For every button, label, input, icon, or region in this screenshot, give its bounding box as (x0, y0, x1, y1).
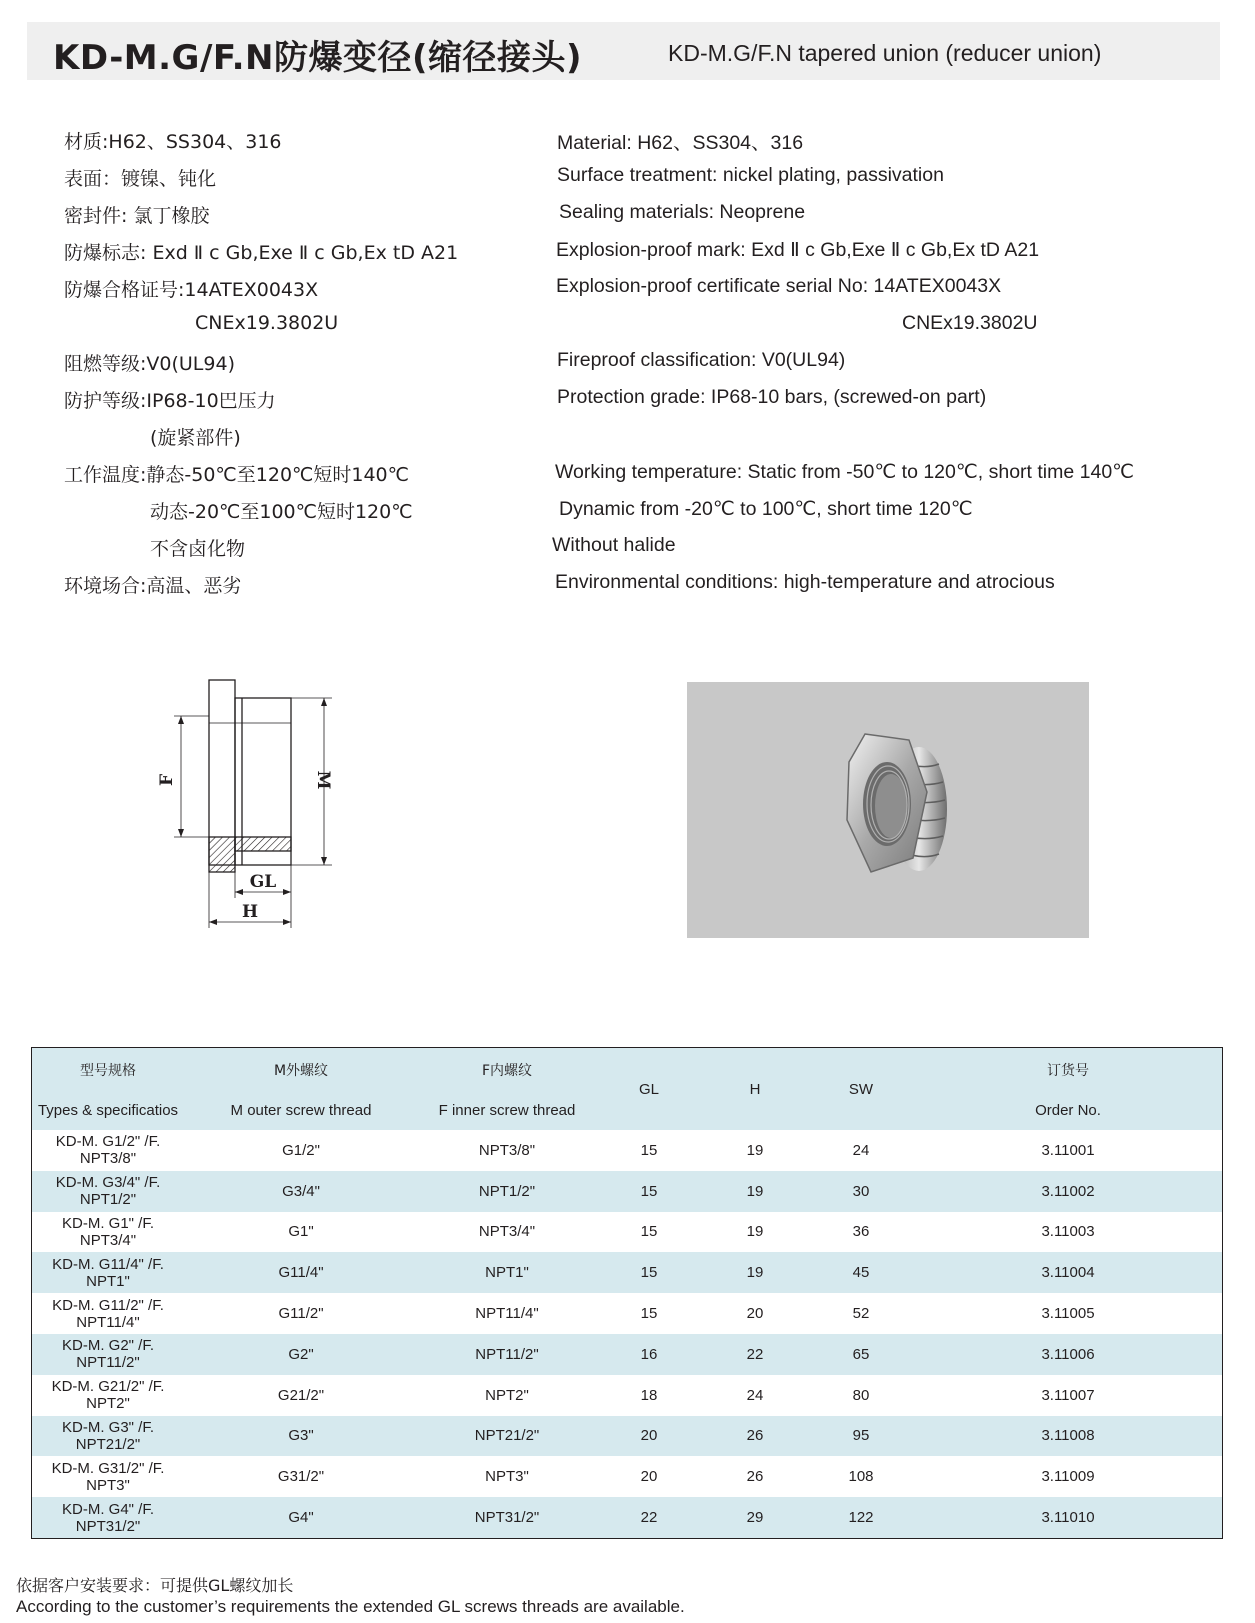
table-cell: 24 (852, 1141, 870, 1159)
table-cell: NPT3/8" (478, 1141, 536, 1159)
spec-fireproof-cn: 阻燃等级:V0(UL94) (64, 353, 235, 375)
page-subtitle: KD-M.G/F.N tapered union (reducer union) (668, 40, 1102, 66)
table-row (32, 1416, 1223, 1457)
table-cell: 15 (640, 1141, 658, 1159)
table-cell: 3.11003 (1041, 1223, 1095, 1241)
table-row (32, 1293, 1223, 1334)
drawing-label-gl: GL (249, 872, 277, 892)
spec-cert2-cn: CNEx19.3802U (195, 312, 339, 334)
drawing-label-h: H (241, 902, 259, 922)
table-cell: 3.11004 (914, 1252, 1223, 1293)
table-cell: NPT11/4" (475, 1305, 539, 1323)
col-f-thread: F内螺纹 F inner screw thread (418, 1048, 596, 1131)
table-cell: 108 (848, 1468, 874, 1486)
table-cell: 15 (640, 1305, 658, 1323)
table-cell: G3/4" (184, 1171, 418, 1212)
table-cell: G21/2" (277, 1386, 325, 1404)
table-cell: G2" (184, 1334, 418, 1375)
table-cell: G1" (288, 1223, 314, 1241)
table-cell: 22 (596, 1497, 702, 1538)
table-cell: 19 (746, 1223, 764, 1241)
table-cell: 36 (852, 1223, 870, 1241)
table-cell: 3.11006 (914, 1334, 1223, 1375)
table-cell: 19 (702, 1252, 808, 1293)
table-cell: NPT1" (418, 1252, 596, 1293)
col-type: 型号规格 Types & specificatios (32, 1048, 185, 1131)
table-cell: 26 (746, 1468, 764, 1486)
table-cell: KD-M. G2" /F. NPT11/2" (32, 1334, 185, 1375)
table-cell: 19 (746, 1141, 764, 1159)
table-cell: KD-M. G4" /F. NPT31/2" (32, 1497, 185, 1538)
table-cell: 3.11007 (1041, 1386, 1095, 1404)
technical-drawing (157, 680, 350, 940)
drawing-hatch-body (235, 837, 291, 851)
table-cell: 18 (640, 1386, 658, 1404)
table-cell: 3.11005 (1041, 1305, 1095, 1323)
table-cell: 19 (702, 1171, 808, 1212)
page-title: KD-M.G/F.N防爆变径(缩径接头) (53, 38, 583, 78)
spec-sealing-cn: 密封件: 氯丁橡胶 (64, 205, 210, 227)
spec-mark-en: Explosion-proof mark: Exd Ⅱ c Gb,Exe Ⅱ c Gb,Ex tD A21 (556, 239, 1040, 261)
table-cell: KD-M. G31/2" /F. NPT3" (51, 1459, 165, 1494)
spec-temp-en: Working temperature: Static from -50℃ to 120℃, short time 140℃ (555, 461, 1135, 483)
table-row (32, 1375, 1223, 1416)
table-row (32, 1130, 1223, 1171)
table-cell: G31/2" (277, 1468, 325, 1486)
spec-halide-en: Without halide (552, 534, 676, 556)
table-cell: KD-M. G11/2" /F. NPT11/4" (52, 1296, 164, 1331)
title-bar (27, 22, 1220, 80)
table-row (32, 1212, 1223, 1253)
table-cell: 3.11009 (1041, 1468, 1095, 1486)
table-cell: KD-M. G1" /F. NPT3/4" (62, 1214, 154, 1249)
table-row (32, 1497, 1223, 1538)
spec-mark-cn: 防爆标志: Exd Ⅱ c Gb,Exe Ⅱ c Gb,Ex tD A21 (64, 242, 459, 264)
table-cell: G4" (184, 1497, 418, 1538)
table-cell: 45 (808, 1252, 914, 1293)
table-row (32, 1252, 1223, 1293)
col-order: 订货号 Order No. (914, 1048, 1223, 1131)
table-cell: KD-M. G21/2" /F. NPT2" (51, 1378, 165, 1413)
col-h: H (702, 1048, 808, 1131)
spec-env-en: Environmental conditions: high-temperature and atrocious (555, 571, 1055, 593)
table-cell: 15 (596, 1252, 702, 1293)
spec-surface-cn: 表面：镀镍、钝化 (64, 168, 217, 190)
col-gl: GL (596, 1048, 702, 1131)
spec-cert-cn: 防爆合格证号:14ATEX0043X (64, 279, 319, 301)
table-cell: 30 (808, 1171, 914, 1212)
table-cell: 65 (808, 1334, 914, 1375)
spec-protection2-cn: (旋紧部件) (150, 427, 241, 449)
spec-halide-cn: 不含卤化物 (150, 538, 246, 560)
table-cell: G1/2" (282, 1141, 320, 1159)
spec-material-en: Material: H62、SS304、316 (557, 132, 804, 154)
spec-material-cn: 材质:H62、SS304、316 (64, 131, 282, 153)
table-header-row (32, 1048, 1223, 1131)
table-cell: 20 (640, 1468, 658, 1486)
spec-cert-en: Explosion-proof certificate serial No: 14ATEX0043X (556, 275, 1002, 297)
table-cell: NPT3/4" (478, 1223, 536, 1241)
drawing-hatch-flange (209, 837, 235, 872)
table-cell: NPT11/2" (418, 1334, 596, 1375)
table-body (32, 1130, 1223, 1538)
table-cell: 15 (640, 1223, 658, 1241)
spec-surface-en: Surface treatment: nickel plating, passivation (557, 164, 944, 186)
table-cell: 26 (702, 1416, 808, 1457)
table-cell: 3.11002 (914, 1171, 1223, 1212)
col-sw: SW (808, 1048, 914, 1131)
table-row (32, 1171, 1223, 1212)
table-cell: 3.11010 (914, 1497, 1223, 1538)
table-cell: 22 (702, 1334, 808, 1375)
drawing-label-f: F (157, 773, 177, 787)
table-cell: 20 (596, 1416, 702, 1457)
spec-temp2-en: Dynamic from -20℃ to 100℃, short time 120℃ (559, 498, 973, 520)
table-cell: NPT2" (485, 1386, 529, 1404)
product-photo (687, 682, 1089, 938)
table-cell: NPT3" (485, 1468, 529, 1486)
spec-temp-cn: 工作温度:静态-50℃至120℃短时140℃ (64, 464, 409, 486)
table-cell: 29 (702, 1497, 808, 1538)
table-row (32, 1456, 1223, 1497)
table-cell: 15 (596, 1171, 702, 1212)
spec-table (31, 1047, 1223, 1539)
table-cell: 80 (852, 1386, 870, 1404)
drawing-label-m: M (313, 770, 333, 790)
table-cell: 122 (808, 1497, 914, 1538)
spec-protection-cn: 防护等级:IP68-10巴压力 (64, 390, 276, 412)
spec-fireproof-en: Fireproof classification: V0(UL94) (557, 349, 846, 371)
table-cell: KD-M. G3/4" /F. NPT1/2" (32, 1171, 185, 1212)
table-cell: NPT21/2" (418, 1416, 596, 1457)
table-cell: NPT31/2" (418, 1497, 596, 1538)
table-row (32, 1334, 1223, 1375)
spec-env-cn: 环境场合:高温、恶劣 (64, 575, 242, 597)
table-cell: 16 (596, 1334, 702, 1375)
table-cell: G11/4" (184, 1252, 418, 1293)
spec-temp2-cn: 动态-20℃至100℃短时120℃ (150, 501, 413, 523)
table-cell: 20 (746, 1305, 764, 1323)
table-cell: 3.11001 (1041, 1141, 1095, 1159)
col-m-thread: M外螺纹 M outer screw thread (184, 1048, 418, 1131)
spec-protection-en: Protection grade: IP68-10 bars, (screwed-on part) (557, 386, 987, 408)
table-cell: KD-M. G11/4" /F. NPT1" (32, 1252, 185, 1293)
table-cell: 52 (852, 1305, 870, 1323)
spec-sealing-en: Sealing materials: Neoprene (559, 201, 806, 223)
note-en: According to the customer’s requirements the extended GL screws threads are available. (16, 1597, 685, 1616)
table-cell: KD-M. G3" /F. NPT21/2" (32, 1416, 185, 1457)
table-cell: 95 (808, 1416, 914, 1457)
table-cell: 3.11008 (914, 1416, 1223, 1457)
table-cell: G3" (184, 1416, 418, 1457)
table-cell: KD-M. G1/2" /F. NPT3/8" (55, 1133, 161, 1168)
table-cell: NPT1/2" (418, 1171, 596, 1212)
table-cell: 24 (746, 1386, 764, 1404)
spec-cert2-en: CNEx19.3802U (902, 312, 1038, 334)
note-cn: 依据客户安装要求：可提供GL螺纹加长 (16, 1576, 294, 1595)
table-cell: G11/2" (278, 1305, 324, 1323)
